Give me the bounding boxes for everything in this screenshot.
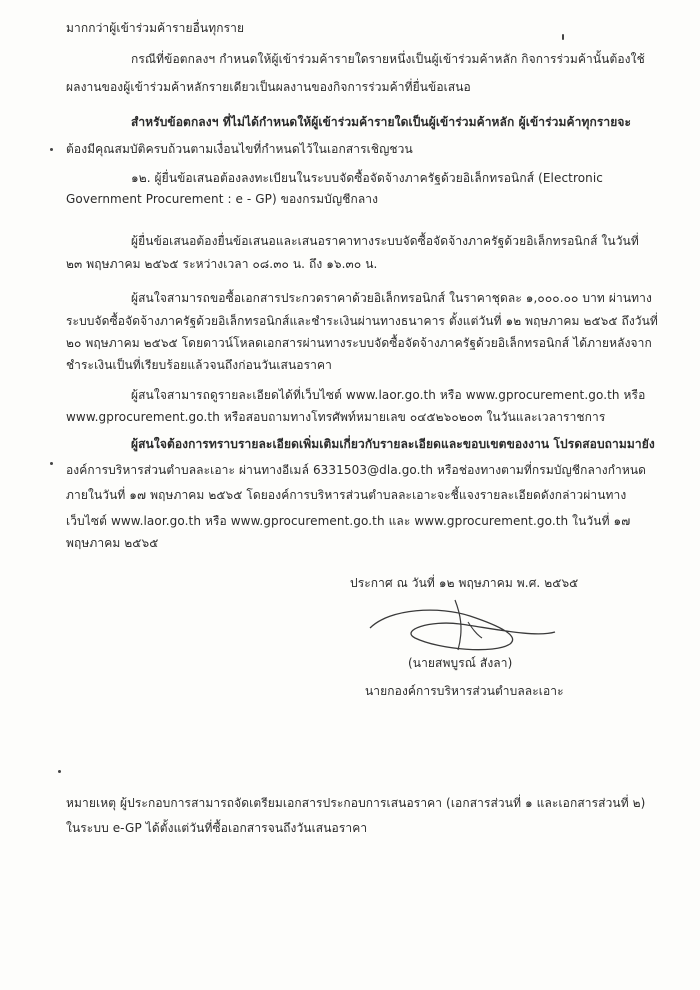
inquiry-line-5: พฤษภาคม ๒๕๖๕ [66, 536, 159, 550]
inquiry-line-4: เว็บไซต์ www.laor.go.th หรือ www.gprocurement.go.th และ www.gprocurement.go.th ในวันที่ ๑๗ [66, 514, 631, 528]
consortium-line-4: สำหรับข้อตกลงฯ ที่ไม่ได้กำหนดให้ผู้เข้าร่วมค้ารายใดเป็นผู้เข้าร่วมค้าหลัก ผู้เข้าร่วมค้าทุกรายจะ [131, 115, 632, 129]
inquiry-line-2: องค์การบริหารส่วนตำบลละเอาะ ผ่านทางอีเมล์ 6331503@dla.go.th หรือช่องทางตามที่กรมบัญชีกลางกำหนด [66, 463, 647, 477]
purchase-line-3: ๒๐ พฤษภาคม ๒๕๖๕ โดยดาวน์โหลดเอกสารผ่านทางระบบจัดซื้อจัดจ้างภาครัฐด้วยอิเล็กทรอนิกส์ ได้ภายหลังจาก [66, 336, 652, 350]
note-line-2: ในระบบ e-GP ได้ตั้งแต่วันที่ซื้อเอกสารจนถึงวันเสนอราคา [66, 821, 368, 835]
purchase-line-2: ระบบจัดซื้อจัดจ้างภาครัฐด้วยอิเล็กทรอนิกส์และชำระเงินผ่านทางธนาคาร ตั้งแต่วันที่ ๑๒ พฤษภาคม ๒๕๖๕ ถึงวันที่ [66, 314, 658, 328]
signature-icon [360, 598, 560, 658]
details-line-1: ผู้สนใจสามารถดูรายละเอียดได้ที่เว็บไซต์ www.laor.go.th หรือ www.gprocurement.go.th หรือ [131, 388, 646, 402]
scan-mark [50, 462, 53, 465]
consortium-line-1: มากกว่าผู้เข้าร่วมค้ารายอื่นทุกราย [66, 21, 245, 35]
scan-mark [562, 34, 564, 40]
inquiry-line-1: ผู้สนใจต้องการทราบรายละเอียดเพิ่มเติมเกี่ยวกับรายละเอียดและขอบเขตของงาน โปรดสอบถามมายัง [131, 437, 655, 451]
clause-12-line-1: ๑๒. ผู้ยื่นข้อเสนอต้องลงทะเบียนในระบบจัดซื้อจัดจ้างภาครัฐด้วยอิเล็กทรอนิกส์ (Electronic [131, 171, 603, 185]
inquiry-line-3: ภายในวันที่ ๑๗ พฤษภาคม ๒๕๖๕ โดยองค์การบริหารส่วนตำบลละเอาะจะชี้แจงรายละเอียดดังกล่าวผ่านทาง [66, 488, 627, 502]
note-line-1: หมายเหตุ ผู้ประกอบการสามารถจัดเตรียมเอกสารประกอบการเสนอราคา (เอกสารส่วนที่ ๑ และเอกสารส่วนที่ ๒) [66, 796, 646, 810]
consortium-line-3: ผลงานของผู้เข้าร่วมค้าหลักรายเดียวเป็นผลงานของกิจการร่วมค้าที่ยื่นข้อเสนอ [66, 80, 471, 94]
consortium-line-5: ต้องมีคุณสมบัติครบถ้วนตามเงื่อนไขที่กำหนดไว้ในเอกสารเชิญชวน [66, 142, 413, 156]
submission-line-2: ๒๓ พฤษภาคม ๒๕๖๕ ระหว่างเวลา ๐๘.๓๐ น. ถึง ๑๖.๓๐ น. [66, 257, 378, 271]
scan-mark [50, 148, 53, 151]
scan-mark [58, 770, 61, 773]
details-line-2: www.gprocurement.go.th หรือสอบถามทางโทรศัพท์หมายเลข ๐๔๕๒๖๐๒๐๓ ในวันและเวลาราชการ [66, 410, 606, 424]
announcement-date: ประกาศ ณ วันที่ ๑๒ พฤษภาคม พ.ศ. ๒๕๖๕ [350, 576, 579, 590]
signer-title: นายกองค์การบริหารส่วนตำบลละเอาะ [365, 684, 564, 698]
purchase-line-1: ผู้สนใจสามารถขอซื้อเอกสารประกวดราคาด้วยอิเล็กทรอนิกส์ ในราคาชุดละ ๑,๐๐๐.๐๐ บาท ผ่านทาง [131, 291, 652, 305]
submission-line-1: ผู้ยื่นข้อเสนอต้องยื่นข้อเสนอและเสนอราคาทางระบบจัดซื้อจัดจ้างภาครัฐด้วยอิเล็กทรอนิกส์ ในวันที่ [131, 234, 639, 248]
clause-12-line-2: Government Procurement : e - GP) ของกรมบัญชีกลาง [66, 192, 379, 206]
purchase-line-4: ชำระเงินเป็นที่เรียบร้อยแล้วจนถึงก่อนวันเสนอราคา [66, 358, 332, 372]
consortium-line-2: กรณีที่ข้อตกลงฯ กำหนดให้ผู้เข้าร่วมค้ารายใดรายหนึ่งเป็นผู้เข้าร่วมค้าหลัก กิจการร่วมค้านั้นต้องใช้ [131, 52, 645, 66]
signer-name: (นายสพบูรณ์ สังลา) [408, 656, 513, 670]
